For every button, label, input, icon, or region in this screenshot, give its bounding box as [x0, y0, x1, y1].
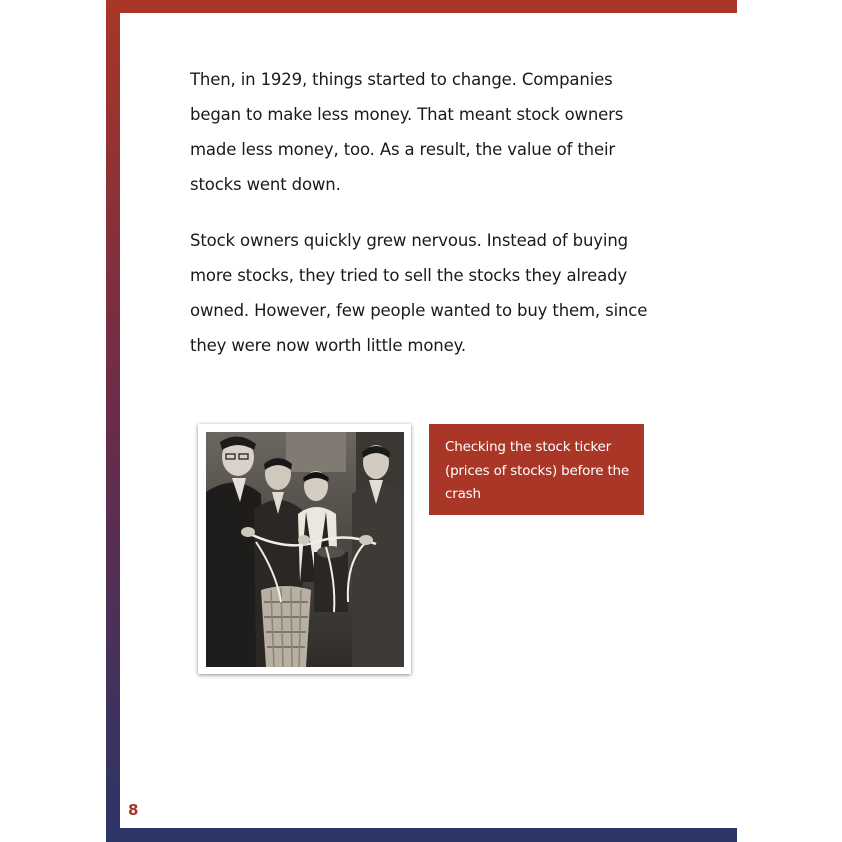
body-paragraph-1: Then, in 1929, things started to change. Companies began to make less money. That meant stock owners made less money, too. As a result, the value of their stocks went down. — [190, 70, 624, 194]
page-frame-top-border — [106, 0, 737, 13]
page-frame-bottom-border — [106, 828, 737, 842]
body-paragraph-2: Stock owners quickly grew nervous. Instead of buying more stocks, they tried to sell the stocks they already owned. However, few people wanted to buy them, since they were now worth little money. — [190, 231, 648, 355]
photo-illustration — [206, 432, 404, 667]
stock-ticker-photo — [206, 432, 404, 667]
photo-caption: Checking the stock ticker (prices of stocks) before the crash — [429, 424, 644, 515]
photo-frame — [198, 424, 411, 674]
page-number: 8 — [128, 801, 139, 819]
page-frame-left-border — [106, 0, 120, 842]
